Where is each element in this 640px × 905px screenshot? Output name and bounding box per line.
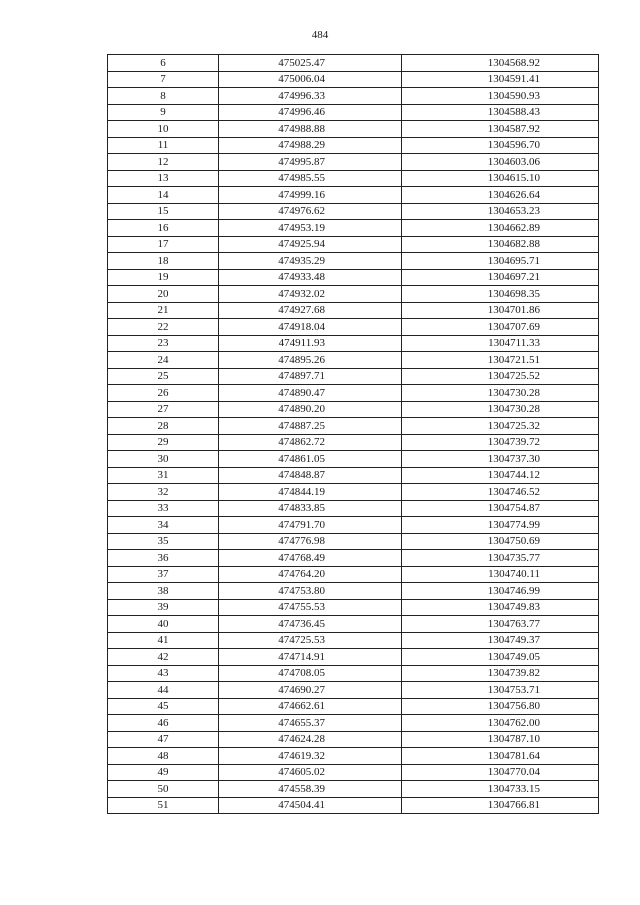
coordinate-y-cell: 474725.53 (219, 632, 402, 649)
coordinate-x-cell: 1304766.81 (402, 797, 599, 814)
coordinate-y-cell: 474833.85 (219, 500, 402, 517)
coordinate-x-cell: 1304770.04 (402, 764, 599, 781)
point-number-cell: 34 (108, 517, 219, 534)
table-row (108, 352, 599, 369)
table-row (108, 154, 599, 171)
table-row (108, 88, 599, 105)
table-row (108, 632, 599, 649)
table-row (108, 500, 599, 517)
coordinate-x-cell: 1304756.80 (402, 698, 599, 715)
point-number-cell: 32 (108, 484, 219, 501)
page-number: 484 (311, 29, 329, 41)
table-row (108, 220, 599, 237)
coordinate-x-cell: 1304781.64 (402, 748, 599, 765)
coordinate-x-cell: 1304746.99 (402, 583, 599, 600)
coordinate-y-cell: 474504.41 (219, 797, 402, 814)
table-row (108, 137, 599, 154)
coordinate-y-cell: 474862.72 (219, 434, 402, 451)
coordinate-x-cell: 1304733.15 (402, 781, 599, 798)
coordinate-x-cell: 1304615.10 (402, 170, 599, 187)
coordinate-y-cell: 474791.70 (219, 517, 402, 534)
point-number-cell: 45 (108, 698, 219, 715)
coordinate-y-cell: 474999.16 (219, 187, 402, 204)
coordinate-x-cell: 1304746.52 (402, 484, 599, 501)
coordinate-x-cell: 1304662.89 (402, 220, 599, 237)
coordinate-x-cell: 1304730.28 (402, 385, 599, 402)
coordinate-x-cell: 1304701.86 (402, 302, 599, 319)
coordinate-y-cell: 474927.68 (219, 302, 402, 319)
table-row (108, 566, 599, 583)
coordinate-y-cell: 474996.46 (219, 104, 402, 121)
coordinate-y-cell: 474932.02 (219, 286, 402, 303)
table-row (108, 698, 599, 715)
point-number-cell: 31 (108, 467, 219, 484)
coordinates-table-body (108, 55, 599, 814)
coordinate-x-cell: 1304774.99 (402, 517, 599, 534)
point-number-cell: 42 (108, 649, 219, 666)
point-number-cell: 22 (108, 319, 219, 336)
table-row (108, 484, 599, 501)
table-row (108, 170, 599, 187)
point-number-cell: 46 (108, 715, 219, 732)
coordinate-x-cell: 1304739.72 (402, 434, 599, 451)
point-number-cell: 11 (108, 137, 219, 154)
table-row (108, 319, 599, 336)
table-row (108, 121, 599, 138)
point-number-cell: 10 (108, 121, 219, 138)
coordinate-y-cell: 474619.32 (219, 748, 402, 765)
coordinate-x-cell: 1304749.83 (402, 599, 599, 616)
coordinate-x-cell: 1304763.77 (402, 616, 599, 633)
coordinate-y-cell: 474714.91 (219, 649, 402, 666)
coordinate-y-cell: 474844.19 (219, 484, 402, 501)
table-row (108, 599, 599, 616)
coordinate-x-cell: 1304721.51 (402, 352, 599, 369)
point-number-cell: 33 (108, 500, 219, 517)
coordinate-x-cell: 1304590.93 (402, 88, 599, 105)
coordinate-x-cell: 1304739.82 (402, 665, 599, 682)
point-number-cell: 36 (108, 550, 219, 567)
coordinate-y-cell: 474895.26 (219, 352, 402, 369)
coordinate-x-cell: 1304698.35 (402, 286, 599, 303)
table-row (108, 583, 599, 600)
coordinate-y-cell: 474925.94 (219, 236, 402, 253)
table-row (108, 418, 599, 435)
point-number-cell: 47 (108, 731, 219, 748)
coordinate-y-cell: 474690.27 (219, 682, 402, 699)
table-row (108, 55, 599, 72)
coordinate-y-cell: 474768.49 (219, 550, 402, 567)
table-row (108, 253, 599, 270)
table-row (108, 682, 599, 699)
table-row (108, 451, 599, 468)
table-row (108, 203, 599, 220)
table-row (108, 517, 599, 534)
point-number-cell: 41 (108, 632, 219, 649)
coordinate-x-cell: 1304653.23 (402, 203, 599, 220)
table-row (108, 269, 599, 286)
coordinate-x-cell: 1304568.92 (402, 55, 599, 72)
table-row (108, 748, 599, 765)
point-number-cell: 16 (108, 220, 219, 237)
coordinate-y-cell: 475006.04 (219, 71, 402, 88)
coordinate-x-cell: 1304787.10 (402, 731, 599, 748)
point-number-cell: 48 (108, 748, 219, 765)
point-number-cell: 18 (108, 253, 219, 270)
point-number-cell: 50 (108, 781, 219, 798)
coordinate-y-cell: 474953.19 (219, 220, 402, 237)
coordinate-x-cell: 1304588.43 (402, 104, 599, 121)
coordinate-x-cell: 1304735.77 (402, 550, 599, 567)
table-row (108, 731, 599, 748)
coordinate-y-cell: 474911.93 (219, 335, 402, 352)
table-row (108, 467, 599, 484)
coordinate-y-cell: 474558.39 (219, 781, 402, 798)
coordinate-x-cell: 1304697.21 (402, 269, 599, 286)
coordinate-x-cell: 1304737.30 (402, 451, 599, 468)
coordinate-y-cell: 474755.53 (219, 599, 402, 616)
table-row (108, 286, 599, 303)
point-number-cell: 44 (108, 682, 219, 699)
table-row (108, 385, 599, 402)
table-row (108, 665, 599, 682)
table-row (108, 533, 599, 550)
point-number-cell: 15 (108, 203, 219, 220)
coordinate-y-cell: 474624.28 (219, 731, 402, 748)
table-row (108, 434, 599, 451)
coordinate-x-cell: 1304754.87 (402, 500, 599, 517)
point-number-cell: 13 (108, 170, 219, 187)
point-number-cell: 40 (108, 616, 219, 633)
table-row (108, 335, 599, 352)
point-number-cell: 25 (108, 368, 219, 385)
table-row (108, 236, 599, 253)
coordinate-x-cell: 1304587.92 (402, 121, 599, 138)
coordinate-y-cell: 474655.37 (219, 715, 402, 732)
point-number-cell: 9 (108, 104, 219, 121)
coordinate-y-cell: 475025.47 (219, 55, 402, 72)
coordinate-x-cell: 1304591.41 (402, 71, 599, 88)
table-row (108, 401, 599, 418)
coordinates-table (107, 54, 599, 814)
table-row (108, 764, 599, 781)
coordinate-x-cell: 1304725.52 (402, 368, 599, 385)
point-number-cell: 30 (108, 451, 219, 468)
point-number-cell: 24 (108, 352, 219, 369)
coordinate-y-cell: 474995.87 (219, 154, 402, 171)
table-row (108, 104, 599, 121)
coordinate-y-cell: 474890.20 (219, 401, 402, 418)
coordinate-y-cell: 474736.45 (219, 616, 402, 633)
coordinate-y-cell: 474764.20 (219, 566, 402, 583)
point-number-cell: 39 (108, 599, 219, 616)
point-number-cell: 12 (108, 154, 219, 171)
coordinate-x-cell: 1304730.28 (402, 401, 599, 418)
point-number-cell: 23 (108, 335, 219, 352)
coordinate-x-cell: 1304596.70 (402, 137, 599, 154)
point-number-cell: 17 (108, 236, 219, 253)
coordinate-x-cell: 1304725.32 (402, 418, 599, 435)
coordinate-y-cell: 474848.87 (219, 467, 402, 484)
table-row (108, 302, 599, 319)
point-number-cell: 35 (108, 533, 219, 550)
point-number-cell: 49 (108, 764, 219, 781)
point-number-cell: 38 (108, 583, 219, 600)
coordinate-x-cell: 1304626.64 (402, 187, 599, 204)
coordinate-x-cell: 1304707.69 (402, 319, 599, 336)
table-row (108, 616, 599, 633)
coordinate-x-cell: 1304711.33 (402, 335, 599, 352)
coordinate-y-cell: 474662.61 (219, 698, 402, 715)
coordinate-y-cell: 474708.05 (219, 665, 402, 682)
point-number-cell: 51 (108, 797, 219, 814)
coordinate-y-cell: 474985.55 (219, 170, 402, 187)
coordinate-y-cell: 474605.02 (219, 764, 402, 781)
point-number-cell: 19 (108, 269, 219, 286)
coordinate-y-cell: 474988.88 (219, 121, 402, 138)
coordinate-x-cell: 1304603.06 (402, 154, 599, 171)
coordinate-y-cell: 474897.71 (219, 368, 402, 385)
coordinate-x-cell: 1304753.71 (402, 682, 599, 699)
coordinate-x-cell: 1304762.00 (402, 715, 599, 732)
coordinate-x-cell: 1304750.69 (402, 533, 599, 550)
point-number-cell: 28 (108, 418, 219, 435)
coordinate-x-cell: 1304695.71 (402, 253, 599, 270)
table-row (108, 187, 599, 204)
coordinate-y-cell: 474976.62 (219, 203, 402, 220)
coordinate-x-cell: 1304749.37 (402, 632, 599, 649)
point-number-cell: 26 (108, 385, 219, 402)
table-row (108, 715, 599, 732)
point-number-cell: 14 (108, 187, 219, 204)
coordinate-x-cell: 1304740.11 (402, 566, 599, 583)
point-number-cell: 7 (108, 71, 219, 88)
coordinate-y-cell: 474996.33 (219, 88, 402, 105)
point-number-cell: 29 (108, 434, 219, 451)
coordinate-x-cell: 1304744.12 (402, 467, 599, 484)
coordinate-y-cell: 474861.05 (219, 451, 402, 468)
point-number-cell: 37 (108, 566, 219, 583)
point-number-cell: 43 (108, 665, 219, 682)
coordinate-y-cell: 474933.48 (219, 269, 402, 286)
coordinate-y-cell: 474890.47 (219, 385, 402, 402)
table-row (108, 71, 599, 88)
coordinate-y-cell: 474776.98 (219, 533, 402, 550)
point-number-cell: 6 (108, 55, 219, 72)
coordinate-y-cell: 474988.29 (219, 137, 402, 154)
table-row (108, 797, 599, 814)
point-number-cell: 20 (108, 286, 219, 303)
table-row (108, 368, 599, 385)
point-number-cell: 21 (108, 302, 219, 319)
table-row (108, 550, 599, 567)
table-row (108, 781, 599, 798)
table-row (108, 649, 599, 666)
point-number-cell: 27 (108, 401, 219, 418)
coordinate-x-cell: 1304749.05 (402, 649, 599, 666)
coordinate-y-cell: 474918.04 (219, 319, 402, 336)
coordinate-y-cell: 474887.25 (219, 418, 402, 435)
coordinate-x-cell: 1304682.88 (402, 236, 599, 253)
point-number-cell: 8 (108, 88, 219, 105)
coordinate-y-cell: 474753.80 (219, 583, 402, 600)
coordinate-y-cell: 474935.29 (219, 253, 402, 270)
